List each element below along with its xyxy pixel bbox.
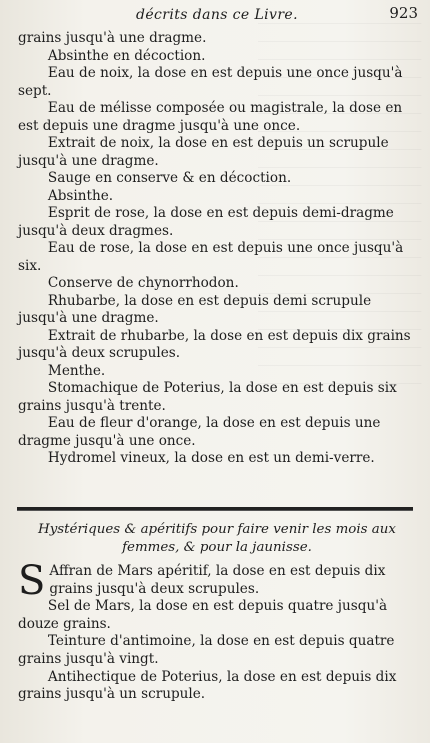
list-item: Menthe. (47, 362, 106, 379)
section-title-line: Hystériques & apéritifs pour faire venir les mois aux (38, 522, 396, 537)
section-title (18, 521, 416, 557)
running-head: décrits dans ce Livre. (136, 7, 298, 23)
list-item: Esprit de rose, la dose en est depuis demi-dragme jusqu'à deux dragmes. (18, 205, 394, 239)
page-header (0, 4, 430, 26)
list-item-text: Affran de Mars apéritif, la dose en est depuis dix grains jusqu'à deux scrupules. (49, 563, 386, 597)
list-item: Sel de Mars, la dose en est depuis quatre jusqu'à douze grains. (18, 598, 388, 632)
list-item: grains jusqu'à une dragme. (18, 30, 207, 46)
drop-cap: S (18, 558, 46, 604)
list-item: Hydromel vineux, la dose en est un demi-verre. (47, 450, 375, 466)
list-item: Absinthe en décoction. (47, 47, 206, 64)
list-item: Sauge en conserve & en décoction. (47, 170, 292, 186)
list-item: Conserve de chynorrhodon. (47, 275, 239, 291)
list-item: Stomachique de Poterius, la dose en est depuis six grains jusqu'à trente. (18, 380, 397, 414)
list-item (18, 558, 416, 604)
list-item: Extrait de rhubarbe, la dose en est depuis dix grains jusqu'à deux scrupules. (18, 327, 411, 361)
section-title-line: femmes, & pour la jaunisse. (122, 540, 312, 555)
list-item: Extrait de noix, la dose en est depuis un scrupule jusqu'à une dragme. (18, 135, 389, 169)
list-item: Absinthe. (47, 187, 114, 204)
section-remedy-list (18, 558, 416, 704)
list-item: Eau de fleur d'orange, la dose en est depuis une dragme jusqu'à une once. (18, 415, 381, 449)
list-item: Eau de mélisse composée ou magistrale, la dose en est depuis une dragme jusqu'à une once. (18, 100, 403, 134)
list-item: Teinture d'antimoine, la dose en est depuis quatre grains jusqu'à vingt. (18, 633, 395, 667)
remedy-list (18, 30, 416, 468)
page-number: 923 (389, 4, 418, 22)
list-item: Rhubarbe, la dose en est depuis demi scrupule jusqu'à une dragme. (18, 292, 372, 326)
list-item: Eau de noix, la dose en est depuis une once jusqu'à sept. (18, 65, 403, 99)
section-divider (17, 507, 413, 511)
list-item: Eau de rose, la dose en est depuis une once jusqu'à six. (18, 240, 404, 274)
list-item: Antihectique de Poterius, la dose en est depuis dix grains jusqu'à un scrupule. (18, 668, 397, 703)
